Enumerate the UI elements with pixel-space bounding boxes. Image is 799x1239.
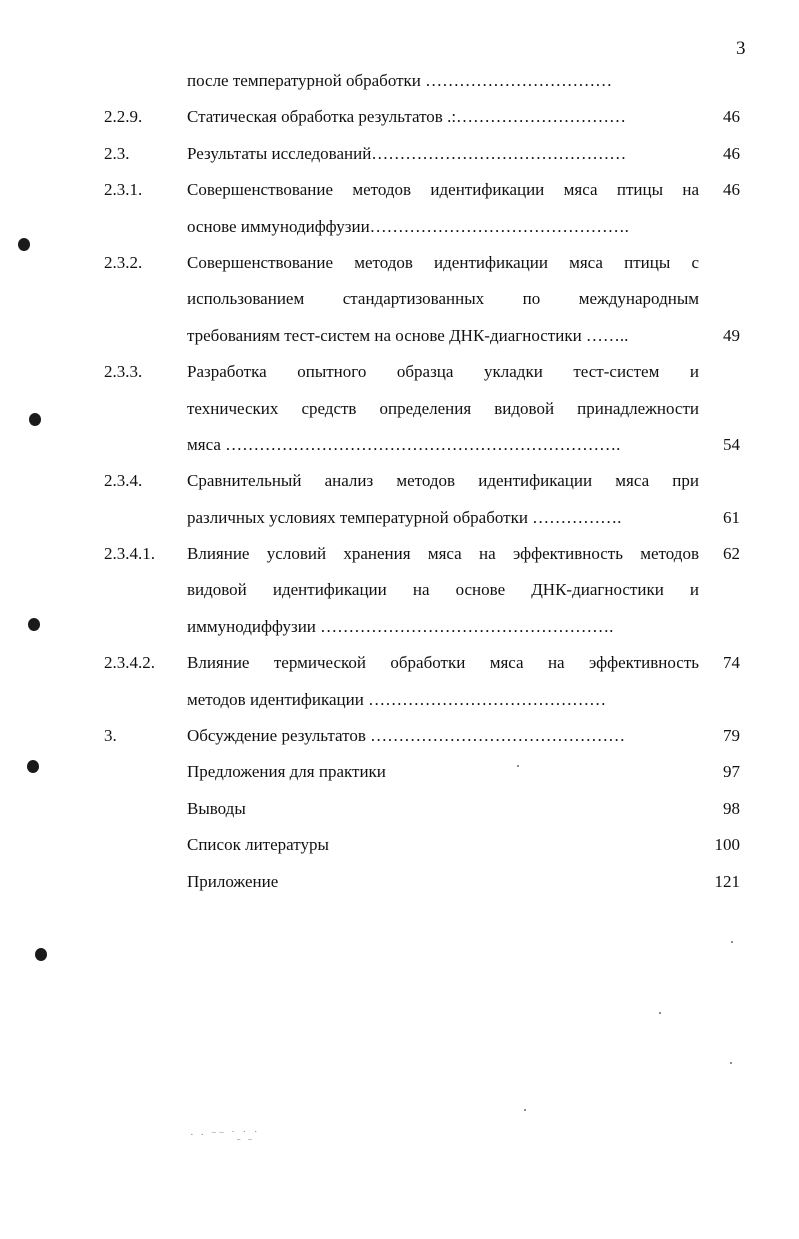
toc-entry-text: требованиям тест-систем на основе ДНК-диагностики …….. (187, 325, 629, 345)
toc-entry-text: Выводы (187, 798, 246, 818)
toc-entry-page: 74 (723, 653, 740, 673)
toc-entry-text: различных условиях температурной обработки ……………. (187, 507, 622, 527)
toc-entry-continuation (0, 608, 799, 644)
toc-entry-number: 2.3.2. (104, 252, 143, 272)
toc-entry-continuation (0, 499, 799, 535)
toc-entry-text: технических средств определения видовой принадлежности (187, 398, 699, 418)
binding-hole (28, 618, 40, 631)
toc-entry-text: мяса ……………………………………………………………. (187, 434, 621, 454)
toc-entry-continuation (0, 317, 799, 353)
toc-entry-page: 121 (714, 871, 740, 891)
toc-entry-text: Предложения для практики (187, 762, 386, 782)
toc-entry (0, 863, 799, 899)
scan-speck (731, 941, 733, 943)
toc-entry (0, 171, 799, 207)
toc-entry-continuation (0, 280, 799, 316)
toc-entry-page: 97 (723, 762, 740, 782)
toc-entry (0, 244, 799, 280)
toc-entry-number: 2.2.9. (104, 107, 143, 127)
toc-entry (0, 717, 799, 753)
toc-entry-page: 46 (723, 107, 740, 127)
toc-entry-text: Совершенствование методов идентификации мяса птицы на (187, 180, 699, 200)
toc-entry (0, 353, 799, 389)
toc-entry-number: 2.3.1. (104, 180, 143, 200)
scan-speck (730, 1062, 732, 1064)
toc-entry-page: 62 (723, 544, 740, 564)
toc-entry-text: Влияние термической обработки мяса на эффективность (187, 653, 699, 673)
toc-entry (0, 98, 799, 134)
toc-entry-text: видовой идентификации на основе ДНК-диагностики и (187, 580, 699, 600)
toc-entry-text: после температурной обработки …………………………… (187, 71, 613, 90)
toc-entry-page: 46 (723, 180, 740, 200)
toc-entry (0, 462, 799, 498)
toc-entry-number: 2.3.3. (104, 362, 143, 382)
toc-entry (0, 644, 799, 680)
page-number: 3 (736, 38, 746, 59)
toc-entry (0, 790, 799, 826)
toc-entry-text: Список литературы (187, 835, 329, 855)
binding-hole (35, 948, 47, 961)
toc-entry-page: 54 (723, 434, 740, 454)
toc-entry-text: Сравнительный анализ методов идентификации мяса при (187, 471, 699, 491)
toc-entry-text: Обсуждение результатов ……………………………………… (187, 726, 626, 746)
toc-entry-text: Разработка опытного образца укладки тест-систем и (187, 362, 699, 382)
toc-entry-page: 98 (723, 798, 740, 818)
toc-entry-text: Совершенствование методов идентификации мяса птицы с (187, 252, 699, 272)
toc-entry (0, 135, 799, 171)
toc-entry-page: 61 (723, 507, 740, 527)
toc-entry-number: 2.3.4.1. (104, 544, 155, 564)
scan-smudge: · · ⁻⁻ ˙ˍ˙ˍ˙ (190, 1129, 260, 1141)
toc-entry-continuation (0, 681, 799, 717)
toc-entry-number: 3. (104, 726, 117, 746)
toc-entry-page: 49 (723, 325, 740, 345)
toc-entry (0, 535, 799, 571)
toc-entry-continuation (0, 390, 799, 426)
table-of-contents (0, 62, 799, 899)
toc-entry-continuation (0, 208, 799, 244)
scan-speck (659, 1012, 661, 1014)
toc-entry-text: методов идентификации …………………………………… (187, 689, 607, 709)
toc-entry-number: 2.3.4. (104, 471, 143, 491)
toc-entry-number: 2.3.4.2. (104, 653, 155, 673)
toc-entry (0, 826, 799, 862)
toc-entry-text: Приложение (187, 871, 279, 891)
toc-entry-text: использованием стандартизованных по международным (187, 289, 699, 309)
scan-speck (517, 765, 519, 767)
scan-speck (524, 1109, 526, 1111)
toc-entry-text: Влияние условий хранения мяса на эффективность методов (187, 544, 699, 564)
toc-entry-text: иммунодиффузии ……………………………………………. (187, 616, 614, 636)
binding-hole (29, 413, 41, 426)
toc-entry-continuation (0, 426, 799, 462)
toc-entry (0, 753, 799, 789)
toc-entry (0, 62, 799, 98)
binding-hole (27, 760, 39, 773)
toc-entry-continuation (0, 571, 799, 607)
toc-entry-text: Статическая обработка результатов .:………………………… (187, 107, 627, 127)
toc-entry-page: 46 (723, 143, 740, 163)
toc-entry-text: основе иммунодиффузии………………………………………. (187, 216, 629, 236)
toc-entry-page: 100 (714, 835, 740, 855)
toc-entry-number: 2.3. (104, 143, 130, 163)
toc-entry-page: 79 (723, 726, 740, 746)
binding-hole (18, 238, 30, 251)
toc-entry-text: Результаты исследований……………………………………… (187, 143, 627, 163)
